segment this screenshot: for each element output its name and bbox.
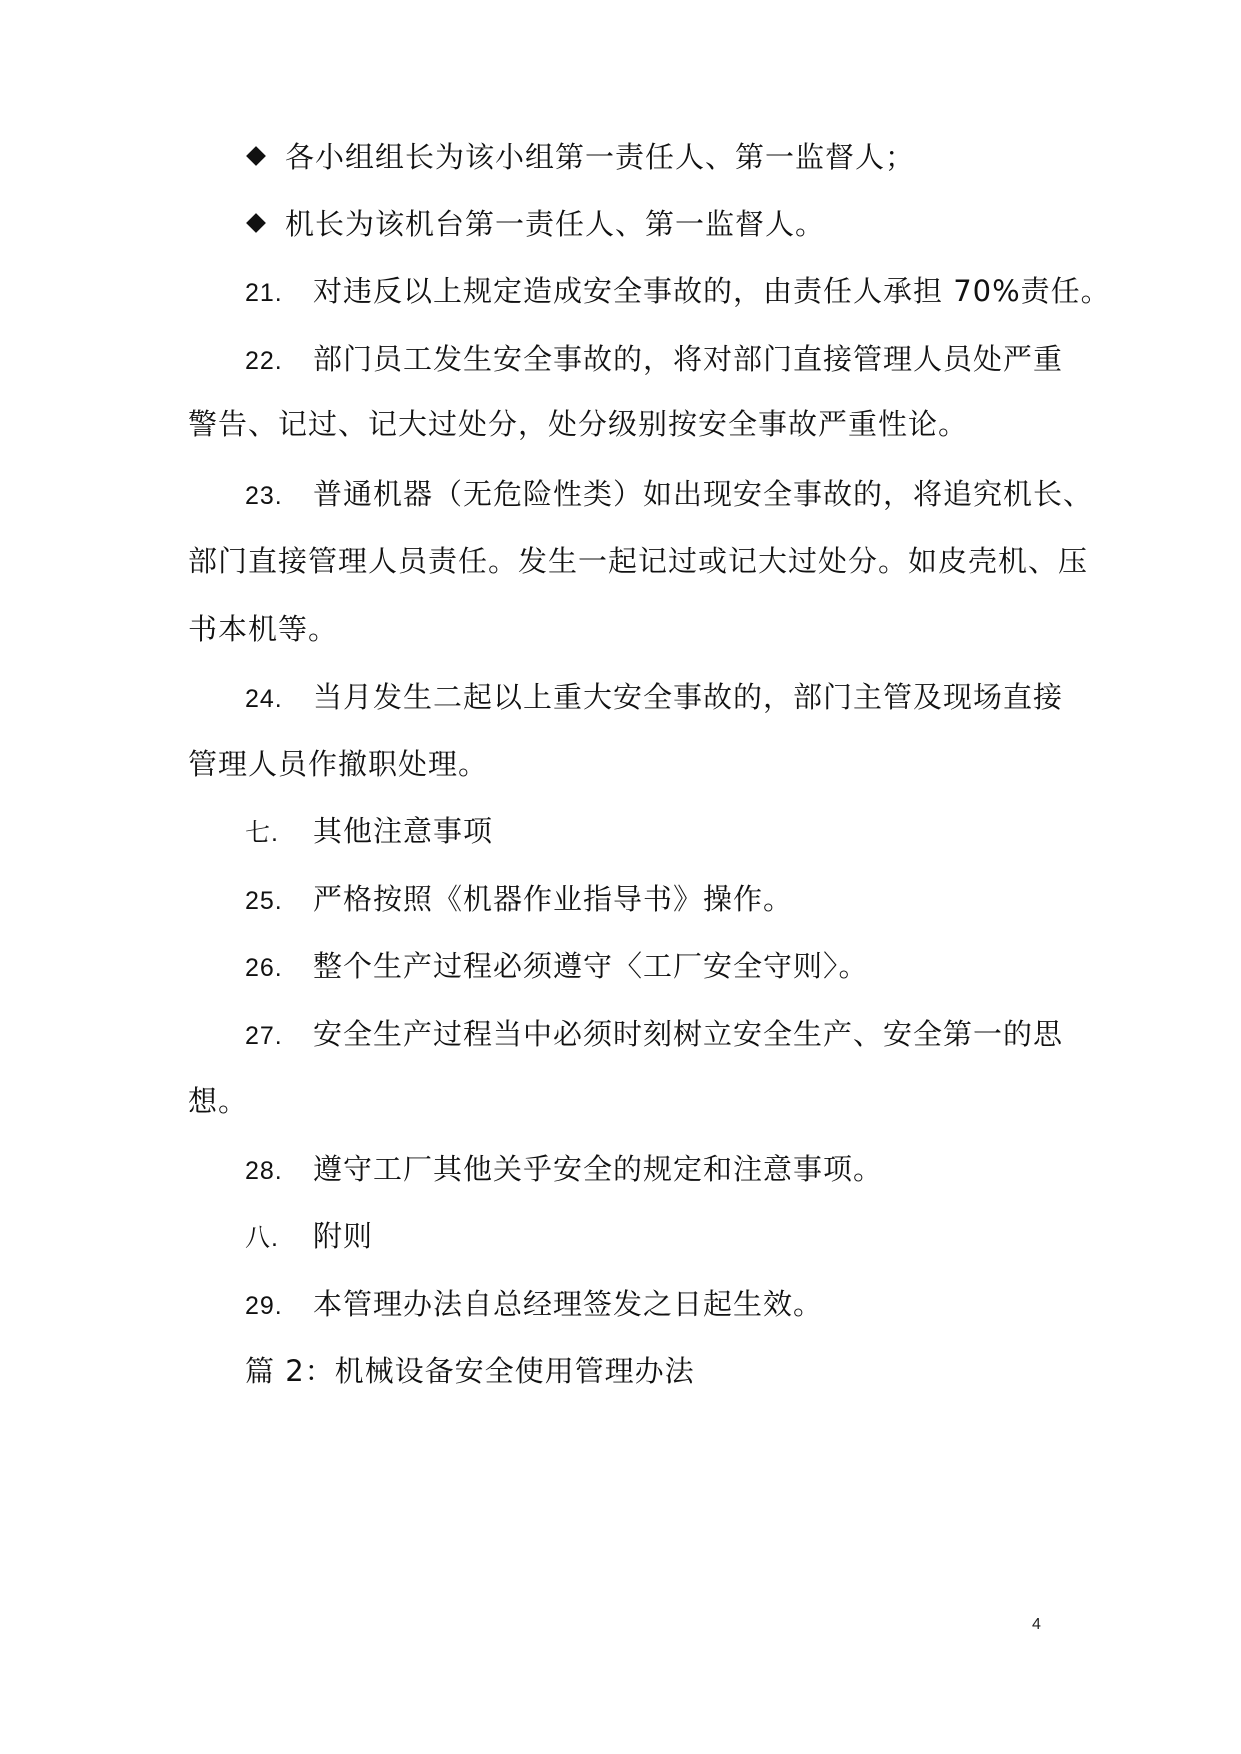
list-item <box>245 879 793 921</box>
item-text: 其他注意事项 <box>313 814 494 848</box>
item-continuation: 想。 <box>188 1084 249 1118</box>
item-text: 整个生产过程必须遵守〈工厂安全守则〉。 <box>313 949 869 983</box>
section-heading-other <box>245 811 493 853</box>
list-item <box>245 1149 883 1191</box>
item-number: 八. <box>245 1224 279 1252</box>
item-number: 27. <box>245 1022 283 1050</box>
item-number: 23. <box>245 482 283 510</box>
item-text: 本管理办法自总经理签发之日起生效。 <box>313 1287 824 1321</box>
bullet-line <box>245 204 825 244</box>
item-number: 28. <box>245 1157 283 1185</box>
item-text: 对违反以上规定造成安全事故的，由责任人承担 70%责任。 <box>313 274 1111 308</box>
bullet-text: 各小组组长为该小组第一责任人、第一监督人； <box>285 140 916 174</box>
item-continuation: 书本机等。 <box>188 612 339 646</box>
item-text: 普通机器（无危险性类）如出现安全事故的，将追究机长、 <box>313 477 1094 511</box>
item-number: 22. <box>245 347 283 375</box>
item-text: 当月发生二起以上重大安全事故的，部门主管及现场直接 <box>313 680 1064 714</box>
page-number: 4 <box>1032 1616 1041 1633</box>
bullet-text: 机长为该机台第一责任人、第一监督人。 <box>285 207 826 241</box>
list-item <box>245 339 1063 381</box>
list-item <box>245 677 1063 719</box>
item-number: 25. <box>245 887 283 915</box>
item-continuation: 部门直接管理人员责任。发生一起记过或记大过处分。如皮壳机、压 <box>188 544 1089 578</box>
section-heading: 篇 2：机械设备安全使用管理办法 <box>245 1354 695 1388</box>
section-heading-appendix <box>245 1216 373 1258</box>
list-item <box>245 946 869 988</box>
bullet-line <box>245 137 915 177</box>
item-number: 29. <box>245 1292 283 1320</box>
item-number: 26. <box>245 954 283 982</box>
diamond-bullet-icon <box>246 213 266 233</box>
item-continuation: 警告、记过、记大过处分，处分级别按安全事故严重性论。 <box>188 407 969 441</box>
item-text: 部门员工发生安全事故的，将对部门直接管理人员处严重 <box>313 342 1064 376</box>
list-item <box>245 1014 1063 1056</box>
item-text: 安全生产过程当中必须时刻树立安全生产、安全第一的思 <box>313 1017 1064 1051</box>
list-item <box>245 1284 823 1326</box>
item-number: 24. <box>245 685 283 713</box>
diamond-bullet-icon <box>246 146 266 166</box>
item-number: 七. <box>245 819 279 847</box>
item-text: 附则 <box>313 1219 374 1253</box>
item-continuation: 管理人员作撤职处理。 <box>188 747 489 781</box>
list-item <box>245 474 1093 516</box>
item-number: 21. <box>245 279 283 307</box>
item-text: 遵守工厂其他关乎安全的规定和注意事项。 <box>313 1152 884 1186</box>
item-text: 严格按照《机器作业指导书》操作。 <box>313 882 794 916</box>
list-item <box>245 271 1111 313</box>
